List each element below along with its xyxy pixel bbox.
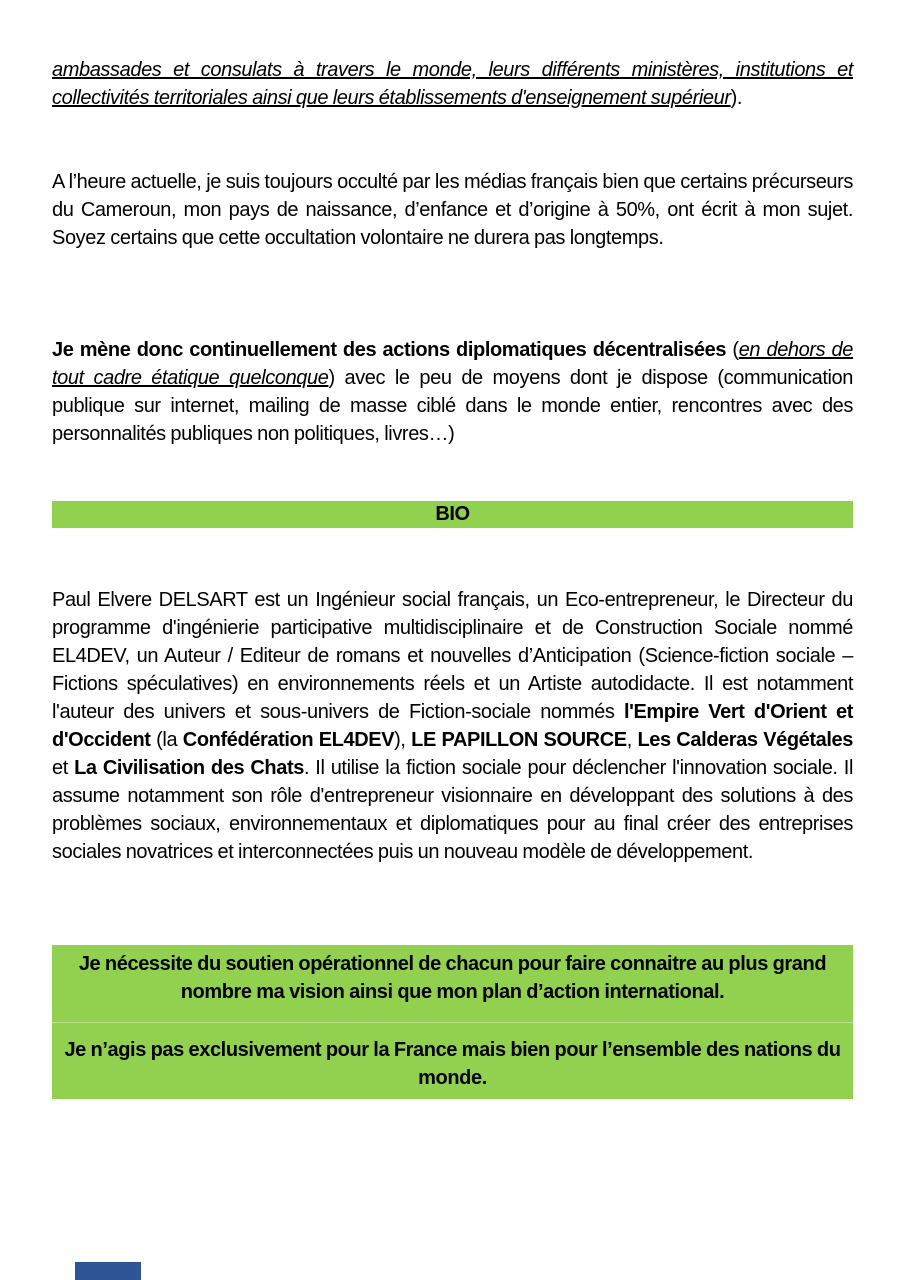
text-segment: Je mène donc continuellement des actions diplomatiques décentralisées (52, 339, 727, 361)
text-segment: LE PAPILLON SOURCE (411, 729, 627, 751)
text-segment: ). (730, 87, 743, 109)
callout-support-statement: Je nécessite du soutien opérationnel de chacun pour faire connaitre au plus grand nombre ma vision ainsi que mon plan d’action international. (78, 953, 827, 1003)
paragraph-intro-continuation (52, 56, 853, 112)
bio-paragraph (52, 586, 853, 866)
text-segment: , (626, 729, 638, 751)
text-segment: La Civilisation des Chats (74, 757, 304, 779)
text-segment: Paul Elvere DELSART est un Ingénieur social français, un Eco-entrepreneur, le Directeur du programme d'ingénierie participative multidisciplinaire et de Construction Sociale nommé EL4DEV, un Auteur / Editeur de romans et nouvelles d’Anticipation (Science-fiction sociale – Fictions spéculatives) en environnements réels et un Artiste autodidacte. Il est notamment l'auteur des univers et sous-univers de Fiction-sociale nommés (52, 589, 853, 723)
text-segment: Confédération EL4DEV (182, 729, 395, 751)
bio-section-title: BIO (435, 503, 470, 525)
blue-banner-fragment (75, 1262, 141, 1280)
text-segment: ( (726, 339, 739, 361)
callout-divider-line (52, 1022, 853, 1023)
text-segment: ambassades et consulats à travers le monde, leurs différents ministères, institutions et collectivités territoriales ainsi que leurs établissements d'enseignement supérieur (52, 59, 853, 109)
text-segment: et (52, 757, 75, 779)
text-segment: l'Empire Vert d'Orient et d'Occident (52, 701, 853, 751)
text-segment: en dehors de tout cadre étatique quelconque (52, 339, 853, 389)
text-segment: Les Calderas Végétales (637, 729, 853, 751)
bio-section-header (52, 501, 853, 528)
text-segment: . Il utilise la fiction sociale pour déclencher l'innovation sociale. Il assume notamment son rôle d'entrepreneur visionnaire en développant des solutions à des problèmes sociaux, environnementaux et diplomatiques pour au final créer des entreprises sociales novatrices et interconnectées puis un nouveau modèle de développement. (52, 757, 853, 863)
paragraph-diplomatic-actions (52, 336, 853, 448)
paragraph-media-occultation: A l’heure actuelle, je suis toujours occulté par les médias français bien que certains précurseurs du Cameroun, mon pays de naissance, d’enfance et d’origine à 50%, ont écrit à mon sujet. Soyez certains que cette occultation volontaire ne durera pas longtemps. (52, 171, 853, 249)
text-segment: (la (150, 729, 183, 751)
text-segment: ) avec le peu de moyens dont je dispose (communication publique sur internet, mailing de masse ciblé dans le monde entier, rencontres avec des personnalités publiques non politiques, livres…) (52, 367, 853, 445)
callout-box (52, 945, 853, 1099)
text-segment: ), (394, 729, 412, 751)
callout-nations-statement: Je n’agis pas exclusivement pour la France mais bien pour l’ensemble des nations du monde. (64, 1039, 841, 1089)
